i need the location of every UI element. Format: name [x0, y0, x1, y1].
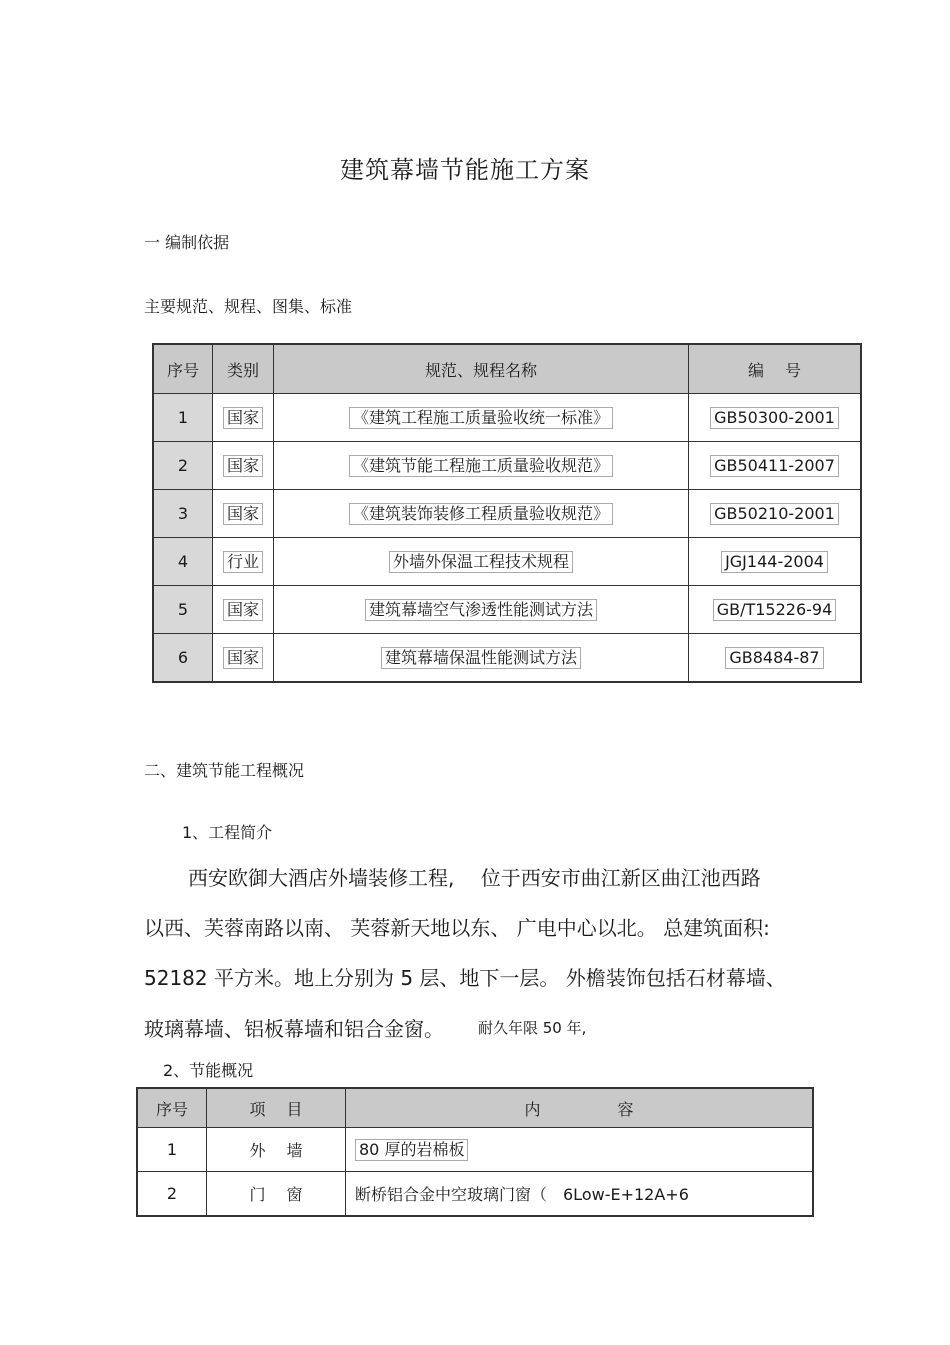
- row-category: 国家: [223, 647, 263, 669]
- section1-subheading: 主要规范、规程、图集、标准: [144, 297, 353, 316]
- row-name: 外墙外保温工程技术规程: [389, 551, 573, 573]
- table-header-row: [153, 344, 861, 394]
- section2-sub1: 1、工程简介: [182, 823, 273, 842]
- row-code: GB50210-2001: [710, 503, 839, 525]
- row-content: 80 厚的岩棉板: [355, 1139, 468, 1161]
- section1-heading: 一 编制依据: [144, 233, 230, 252]
- col-header-no: 序号: [137, 1088, 207, 1128]
- row-no: 2: [137, 1172, 207, 1217]
- col-header-category: 类别: [213, 344, 274, 394]
- col-header-no: 序号: [153, 344, 213, 394]
- energy-table: [136, 1087, 814, 1217]
- paragraph-line-4: 玻璃幕墙、铝板幕墙和铝合金窗。: [144, 1017, 444, 1041]
- table-header-row: [137, 1088, 813, 1128]
- table-row: [153, 442, 861, 490]
- row-name: 《建筑装饰装修工程质量验收规范》: [349, 503, 613, 525]
- section2-sub2: 2、节能概况: [163, 1061, 254, 1080]
- row-no: 4: [153, 538, 213, 586]
- row-item: 外 墙: [207, 1128, 346, 1172]
- col-header-item: 项 目: [207, 1088, 346, 1128]
- row-no: 1: [153, 394, 213, 442]
- document-title: 建筑幕墙节能施工方案: [340, 156, 590, 184]
- paragraph-line-3: 52182 平方米。地上分别为 5 层、地下一层。 外檐装饰包括石材幕墙、: [144, 966, 786, 990]
- col-header-content-a: 内: [524, 1099, 541, 1119]
- row-content: 断桥铝合金中空玻璃门窗（ 6Low-E+12A+6: [355, 1185, 689, 1204]
- section2-heading: 二、建筑节能工程概况: [144, 761, 305, 780]
- paragraph-line-2: 以西、芙蓉南路以南、 芙蓉新天地以东、 广电中心以北。 总建筑面积:: [144, 916, 770, 940]
- row-name: 建筑幕墙空气渗透性能测试方法: [365, 599, 597, 621]
- row-no: 3: [153, 490, 213, 538]
- row-code: GB50411-2007: [710, 455, 839, 477]
- table-row: [153, 586, 861, 634]
- table-row: [153, 634, 861, 683]
- col-header-content-b: 容: [617, 1099, 634, 1119]
- table-row: [137, 1172, 813, 1217]
- row-category: 国家: [223, 407, 263, 429]
- row-no: 1: [137, 1128, 207, 1172]
- row-code: JGJ144-2004: [721, 551, 828, 573]
- col-header-code: 编 号: [689, 344, 862, 394]
- row-name: 《建筑工程施工质量验收统一标准》: [349, 407, 613, 429]
- col-header-content: [346, 1088, 814, 1128]
- row-item: 门 窗: [207, 1172, 346, 1217]
- table-row: [153, 490, 861, 538]
- row-code: GB8484-87: [725, 647, 823, 669]
- row-category: 国家: [223, 599, 263, 621]
- row-no: 5: [153, 586, 213, 634]
- table-row: [137, 1128, 813, 1172]
- row-no: 2: [153, 442, 213, 490]
- paragraph-line-1: 西安欧御大酒店外墙装修工程, 位于西安市曲江新区曲江池西路: [188, 866, 761, 890]
- row-category: 国家: [223, 455, 263, 477]
- standards-table: [152, 343, 862, 683]
- row-no: 6: [153, 634, 213, 683]
- col-header-name: 规范、规程名称: [274, 344, 689, 394]
- row-category: 行业: [223, 551, 263, 573]
- row-code: GB/T15226-94: [713, 599, 837, 621]
- row-code: GB50300-2001: [710, 407, 839, 429]
- row-name: 《建筑节能工程施工质量验收规范》: [349, 455, 613, 477]
- table-row: [153, 394, 861, 442]
- table-row: [153, 538, 861, 586]
- row-name: 建筑幕墙保温性能测试方法: [381, 647, 581, 669]
- paragraph-tail: 耐久年限 50 年,: [478, 1019, 587, 1037]
- row-category: 国家: [223, 503, 263, 525]
